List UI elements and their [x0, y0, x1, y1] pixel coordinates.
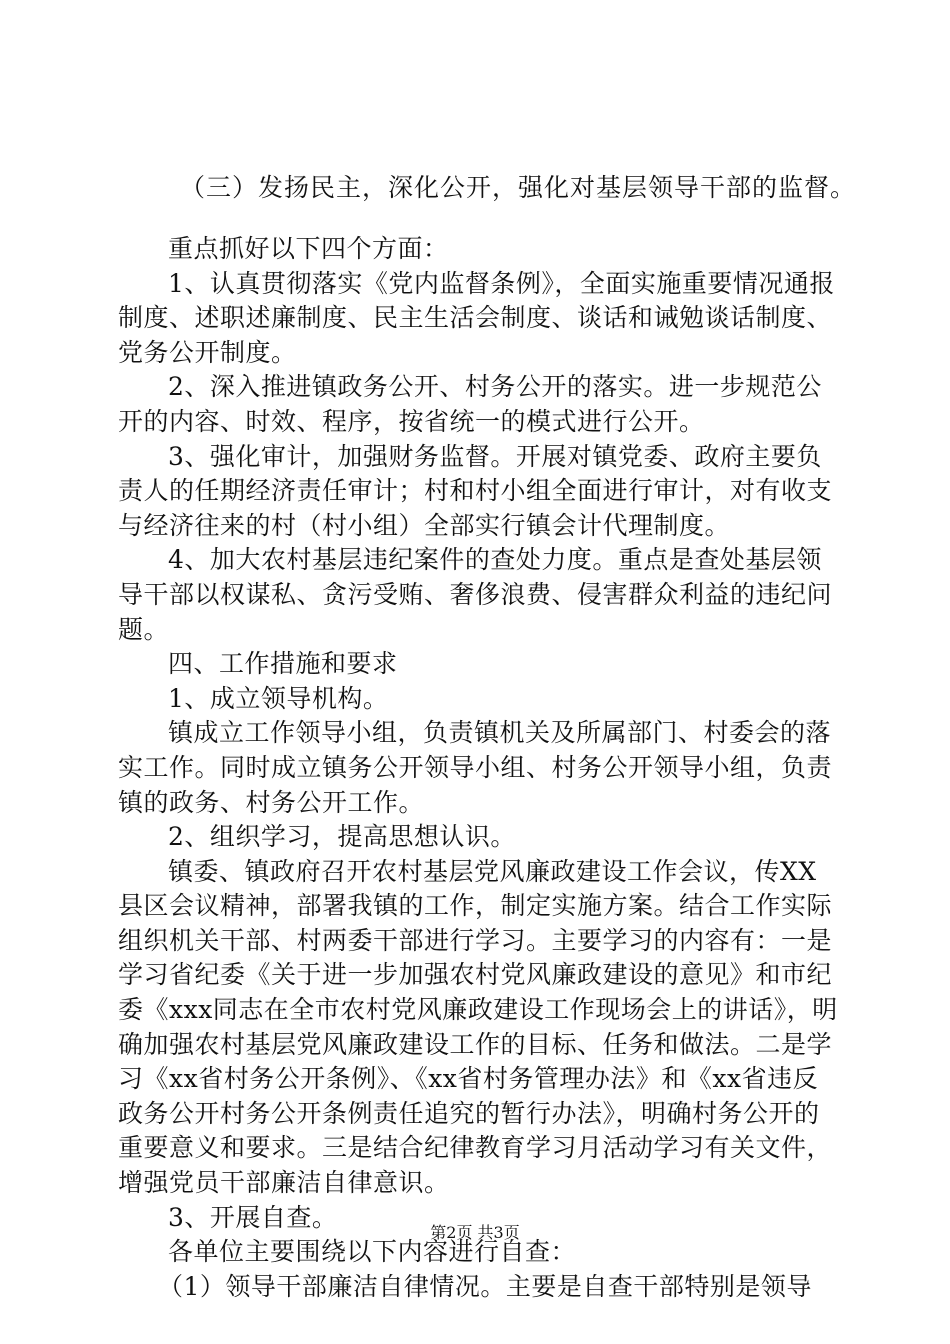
paragraph: 2、深入推进镇政务公开、村务公开的落实。进一步规范公开的内容、时效、程序，按省统一的模式进行公开。	[118, 372, 822, 436]
document-body	[118, 232, 838, 1304]
paragraph: 镇成立工作领导小组，负责镇机关及所属部门、村委会的落实工作。同时成立镇务公开领导小组、村务公开领导小组，负责镇的政务、村务公开工作。	[118, 718, 833, 817]
paragraph: 1、成立领导机构。	[168, 683, 389, 713]
paragraph: （1）领导干部廉洁自律情况。主要是自查干部特别是领导	[158, 1271, 812, 1301]
paragraph: 2、组织学习，提高思想认识。	[168, 822, 516, 852]
section-heading: （三）发扬民主，深化公开，强化对基层领导干部的监督。	[180, 173, 857, 202]
page-footer: 第2页 共3页	[430, 1223, 520, 1242]
paragraph: 镇委、镇政府召开农村基层党风廉政建设工作会议，传XX县区会议精神，部署我镇的工作，制定实施方案。结合工作实际组织机关干部、村两委干部进行学习。主要学习的内容有：一是学习省纪委《关于进一步加强农村党风廉政建设的意见》和市纪委《xxx同志在全市农村党风廉政建设工作现场会上的讲话》，明确加强农村基层党风廉政建设工作的目标、任务和做法。二是学习《xx省村务公开条例》、《xx省村务管理办法》和《xx省违反政务公开村务公开条例责任追究的暂行办法》，明确村务公开的重要意义和要求。三是结合纪律教育学习月活动学习有关文件，增强党员干部廉洁自律意识。	[118, 856, 838, 1198]
paragraph: 3、强化审计，加强财务监督。开展对镇党委、政府主要负责人的任期经济责任审计；村和村小组全面进行审计，对有收支与经济往来的村（村小组）全部实行镇会计代理制度。	[118, 441, 833, 540]
paragraph: 1、认真贯彻落实《党内监督条例》，全面实施重要情况通报制度、述职述廉制度、民主生活会制度、谈话和诫勉谈话制度、党务公开制度。	[118, 268, 835, 367]
paragraph: 重点抓好以下四个方面：	[168, 234, 449, 263]
paragraph: 3、开展自查。	[168, 1202, 338, 1232]
paragraph: 4、加大农村基层违纪案件的查处力度。重点是查处基层领导干部以权谋私、贪污受贿、奢侈浪费、侵害群众利益的违纪问题。	[118, 545, 833, 644]
paragraph: 各单位主要围绕以下内容进行自查：	[168, 1237, 577, 1267]
section-title: 四、工作措施和要求	[168, 649, 398, 679]
